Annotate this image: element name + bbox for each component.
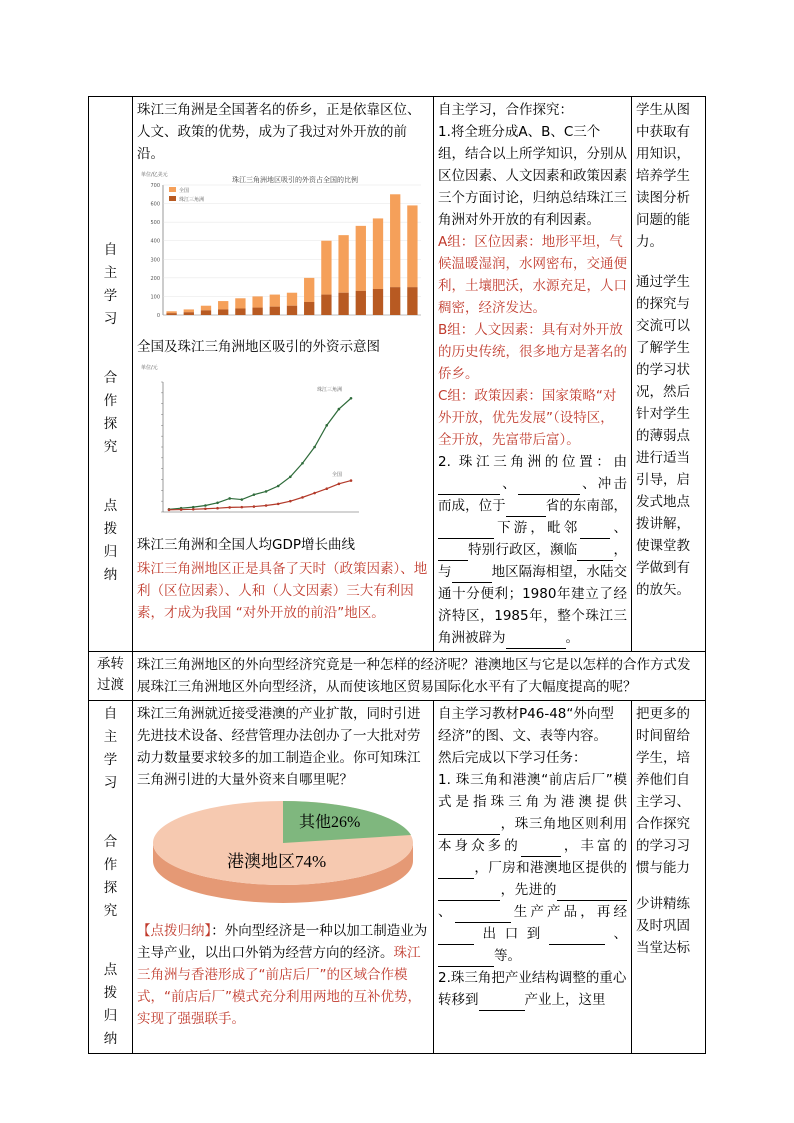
line-point xyxy=(216,501,219,504)
tip-block xyxy=(137,920,429,1030)
line-point xyxy=(277,485,280,488)
position-question xyxy=(438,451,627,649)
label-char: 究 xyxy=(103,439,118,455)
middle-p1: 1.将全班分成A、B、C三个组，结合以上所学知识，分别从区位因素、人文因素和政策因素三个方面讨论，归纳总结珠江三角洲对外开放的有利因素。 xyxy=(438,124,627,228)
bar-all xyxy=(166,311,176,313)
middle2-p1: 然后完成以下学习任务： xyxy=(438,750,587,766)
chart2-unit: 单位/元 xyxy=(141,365,158,371)
label-char: 点 xyxy=(103,962,118,978)
label-char: 主 xyxy=(103,265,118,281)
label-char: 拨 xyxy=(103,985,118,1001)
section1-label xyxy=(93,161,128,587)
q-text: 2.珠三角把产业结构调整的重心转移到 xyxy=(438,970,627,1008)
investment-source-pie xyxy=(147,797,429,916)
y-tick-label: 700 xyxy=(150,183,160,189)
bar-prd xyxy=(252,308,262,315)
blank-field[interactable] xyxy=(438,524,494,539)
bar-all xyxy=(287,293,297,306)
label-char: 拨 xyxy=(103,521,118,537)
line-point xyxy=(241,498,244,501)
tip-text: ：外向型经济是一种以加工制造业为主导产业，以出口外销为经营方向的经济。 xyxy=(137,923,428,961)
bar-all xyxy=(218,301,228,309)
pie-hk-label: 港澳地区74% xyxy=(227,852,327,871)
y-tick-label: 300 xyxy=(150,257,160,264)
y-tick-label: 0 xyxy=(156,313,160,319)
transition-row xyxy=(89,652,706,701)
blank-field[interactable] xyxy=(580,524,610,539)
q-text: 产业上，这里 xyxy=(524,992,606,1008)
line-point xyxy=(241,506,244,509)
label-char: 纳 xyxy=(103,567,118,583)
label-char: 归 xyxy=(103,1008,118,1024)
right2-note-1: 把更多的时间留给学生，培养他们自主学习、合作探究的学习习惯与能力 xyxy=(636,706,690,876)
label-char: 探 xyxy=(103,880,118,896)
q-text: ，丰富的 xyxy=(560,838,628,854)
line-point xyxy=(265,490,268,493)
section2-row xyxy=(89,701,706,1054)
bar-prd xyxy=(287,306,297,315)
blank-field[interactable] xyxy=(506,634,566,649)
bar-all xyxy=(373,218,383,289)
label-char: 自 xyxy=(103,706,118,722)
y-tick-label: 600 xyxy=(150,201,160,208)
section1-right xyxy=(632,97,706,652)
line-point xyxy=(338,483,341,486)
line-point xyxy=(216,507,219,510)
blank-field[interactable] xyxy=(438,952,494,967)
q-text: 、 xyxy=(604,926,628,942)
bar-chart-svg xyxy=(137,167,427,327)
q-text: 出口到 xyxy=(474,926,549,942)
transition-label: 承转过渡 xyxy=(89,652,133,701)
foreign-investment-chart xyxy=(137,167,429,358)
chart1-caption: 全国及珠江三角洲地区吸引的外资示意图 xyxy=(137,339,380,355)
line-point xyxy=(204,504,207,507)
label-char: 习 xyxy=(103,775,118,791)
section2-label-cell xyxy=(89,701,133,1054)
line-point xyxy=(301,462,304,465)
question-1 xyxy=(438,769,627,967)
label-char: 学 xyxy=(103,288,118,304)
bar-prd xyxy=(166,313,176,315)
pie-other-label: 其他26% xyxy=(299,814,361,831)
pie-chart-svg xyxy=(147,797,419,909)
bar-all xyxy=(270,295,280,307)
section1-row xyxy=(89,97,706,652)
section1-middle xyxy=(434,97,632,652)
section2-content xyxy=(133,701,434,1054)
blank-field[interactable] xyxy=(438,930,474,945)
y-tick-label: 500 xyxy=(150,220,160,227)
bar-all xyxy=(407,205,417,287)
q-text: 、冲击而成，位于 xyxy=(438,476,628,514)
transition-text: 珠江三角洲地区的外向型经济究竟是一种怎样的经济呢？港澳地区与它是以怎样的合作方式发展珠江三角洲地区外向型经济，从而使该地区贸易国际化水平有了大幅度提高的呢？ xyxy=(133,652,706,701)
q-text: 。 xyxy=(565,630,579,646)
line-point xyxy=(313,492,316,495)
label-char: 纳 xyxy=(103,1031,118,1047)
bar-prd xyxy=(321,295,331,315)
label-char: 习 xyxy=(103,311,118,327)
lesson-page xyxy=(88,96,705,1054)
group-c: C组：政策因素：国家策略“对外开放，优先发展”（设特区，全开放，先富带后富）。 xyxy=(438,388,617,448)
conclusion-quote: “对外开放的前沿”地区。 xyxy=(235,605,385,621)
series-prd-label: 珠江三角洲 xyxy=(317,387,343,393)
middle2-p0: 自主学习教材P46-48“外向型经济”的图、文、表等内容。 xyxy=(438,706,614,744)
line-point xyxy=(168,509,171,512)
legend-prd-swatch xyxy=(169,196,176,201)
section1-label-cell xyxy=(89,97,133,652)
group-a: A组：区位因素：地形平坦，气候温暖湿润，水网密布，交通便利，土壤肥沃，水源充足，人口稠密，经济发达。 xyxy=(438,234,627,316)
bar-all xyxy=(235,298,245,308)
blank-field[interactable] xyxy=(549,930,605,945)
q-text: 、 xyxy=(438,904,455,920)
label-char: 点 xyxy=(103,498,118,514)
q-text: ，厂房和港澳地区提供的 xyxy=(474,860,627,876)
q-text: 地区隔海相望，水陆交通十分便利；1980年建立了经济特区，1985年，整个珠江三角洲被辟为 xyxy=(438,564,628,646)
line-point xyxy=(301,496,304,499)
conclusion-main: 珠江三角洲地区正是具备了天时（政策因素）、地利（区位因素）、人和（人文因素）三大有利因素，才成为我国 xyxy=(137,561,428,621)
line-point xyxy=(350,479,353,482)
blank-field[interactable] xyxy=(506,502,546,517)
bar-prd xyxy=(338,293,348,315)
bar-all xyxy=(201,306,211,311)
middle-heading: 自主学习，合作探究： xyxy=(438,102,573,118)
blank-field[interactable] xyxy=(577,546,613,561)
line-chart-svg xyxy=(137,360,367,525)
q-text: 、 xyxy=(610,520,628,536)
bar-prd xyxy=(356,291,366,315)
bar-prd xyxy=(407,287,417,315)
q-text: ，与 xyxy=(438,542,628,580)
label-char: 主 xyxy=(103,729,118,745)
label-char: 合 xyxy=(103,834,118,850)
bar-all xyxy=(356,226,366,291)
bar-prd xyxy=(184,312,194,315)
line-point xyxy=(350,397,353,400)
intro-text: 珠江三角洲是全国著名的侨乡，正是依靠区位、人文、政策的优势，成为了我过对外开放的前沿。 xyxy=(137,102,421,162)
line-point xyxy=(228,497,231,500)
tip-text-red: 珠江三角洲与香港形成了“前店后厂”的区域合作模式，“前店后厂”模式充分利用两地的互补优势，实现了强强联手。 xyxy=(137,945,421,1027)
bar-prd xyxy=(218,309,228,315)
bar-prd xyxy=(201,310,211,315)
bar-all xyxy=(390,194,400,287)
question-2 xyxy=(438,967,627,1011)
legend-prd-label: 珠江三角洲 xyxy=(179,197,205,203)
chart1-unit: 单位/亿美元 xyxy=(141,172,168,178)
blank-field[interactable] xyxy=(438,546,468,561)
line-point xyxy=(253,493,256,496)
label-char: 自 xyxy=(103,242,118,258)
blank-field[interactable] xyxy=(452,568,492,583)
q-text: 、 xyxy=(500,476,518,492)
q-text: ，先进的 xyxy=(500,882,557,898)
blank-field[interactable] xyxy=(557,886,627,901)
blank-field[interactable] xyxy=(438,480,500,495)
line-point xyxy=(325,424,328,427)
blank-field[interactable] xyxy=(455,908,511,923)
label-char: 究 xyxy=(103,903,118,919)
line-point xyxy=(265,504,268,507)
section2-middle xyxy=(434,701,632,1054)
line-point xyxy=(325,487,328,490)
line-point xyxy=(289,475,292,478)
label-char: 作 xyxy=(103,857,118,873)
bar-all xyxy=(304,278,314,302)
q-text: 下游，毗邻 xyxy=(494,520,581,536)
bar-all xyxy=(321,241,331,295)
series-all-label: 全国 xyxy=(332,472,343,478)
blank-field[interactable] xyxy=(438,820,500,835)
y-tick-label: 100 xyxy=(150,294,160,301)
line-point xyxy=(228,506,231,509)
legend-all-swatch xyxy=(169,187,176,192)
section2-intro: 珠江三角洲就近接受港澳的产业扩散，同时引进先进技术设备、经营管理办法创办了一大批对劳动力数量要求较多的加工制造企业。你可知珠江三角洲引进的大量外资来自哪里呢？ xyxy=(137,706,421,788)
q-text: ，珠三角地区则利用本身众多的 xyxy=(438,816,627,854)
section2-right xyxy=(632,701,706,1054)
label-char: 探 xyxy=(103,416,118,432)
right-note-2: 通过学生的探究与交流可以了解学生的学习状况，然后针对学生的薄弱点进行适当引导，启发式地点拨讲解，使课堂教学做到有的放矢。 xyxy=(636,274,690,598)
section2-label xyxy=(93,703,128,1051)
right2-note-2: 少讲精练及时巩固当堂达标 xyxy=(636,896,690,956)
blank-field[interactable] xyxy=(521,842,561,857)
tip-label: 【点拨归纳】 xyxy=(137,923,212,939)
y-tick-label: 200 xyxy=(150,275,160,282)
label-char: 归 xyxy=(103,544,118,560)
conclusion-text xyxy=(137,558,429,624)
line-point xyxy=(289,500,292,503)
bar-prd xyxy=(390,287,400,315)
q-text: 等。 xyxy=(494,948,521,964)
bar-all xyxy=(252,296,262,307)
y-tick-label: 400 xyxy=(150,238,160,245)
bar-prd xyxy=(304,302,314,315)
line-point xyxy=(192,508,195,511)
line-point xyxy=(277,503,280,506)
chart1-title: 珠江三角洲地区吸引的外资占全国的比例 xyxy=(232,176,358,184)
line-point xyxy=(313,446,316,449)
line-point xyxy=(338,408,341,411)
blank-field[interactable] xyxy=(518,480,580,495)
line-point xyxy=(204,507,207,510)
blank-field[interactable] xyxy=(479,996,525,1011)
q-text: 2. 珠江三角洲的位置：由 xyxy=(438,454,627,470)
bar-prd xyxy=(270,307,280,315)
legend-all-label: 全国 xyxy=(179,188,190,194)
bar-all xyxy=(338,235,348,293)
bar-prd xyxy=(235,309,245,316)
q-text: 1. 珠三角和港澳“前店后厂”模式是指珠三角为港澳提供 xyxy=(438,772,627,810)
section1-content xyxy=(133,97,434,652)
bar-all xyxy=(184,309,194,312)
right-note-1: 学生从图中获取有用知识，培养学生读图分析问题的能力。 xyxy=(636,102,690,250)
q-text: 特别行政区，濒临 xyxy=(468,542,578,558)
bar-prd xyxy=(373,289,383,315)
q-text: 省的东南部， xyxy=(545,498,628,514)
blank-field[interactable] xyxy=(438,886,500,901)
label-char: 作 xyxy=(103,393,118,409)
lesson-table xyxy=(88,96,706,1054)
label-char: 合 xyxy=(103,370,118,386)
line-point xyxy=(253,505,256,508)
blank-field[interactable] xyxy=(438,864,474,879)
chart2-caption: 珠江三角洲和全国人均GDP增长曲线 xyxy=(137,537,355,553)
group-b: B组：人文因素：具有对外开放的历史传统，很多地方是著名的侨乡。 xyxy=(438,322,627,382)
q-text: 生产产品，再经 xyxy=(510,904,627,920)
gdp-chart xyxy=(137,360,429,556)
label-char: 学 xyxy=(103,752,118,768)
line-point xyxy=(180,508,183,511)
